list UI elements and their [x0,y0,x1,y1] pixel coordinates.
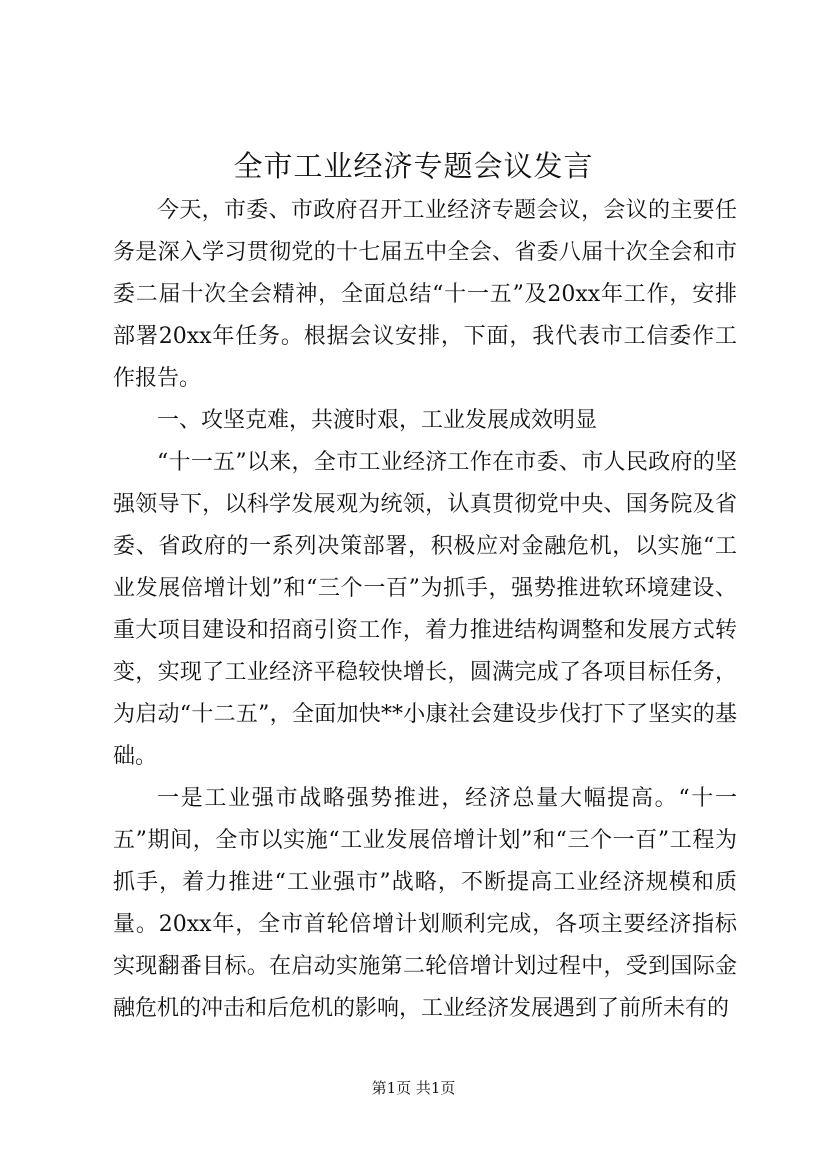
paragraph-point-one: 一是工业强市战略强势推进，经济总量大幅提高。“十一五”期间，全市以实施“工业发展倍增计划”和“三个一百”工程为抓手，着力推进“工业强市”战略，不断提高工业经济规模和质量。20xx年，全市首轮倍增计划顺利完成，各项主要经济指标实现翻番目标。在启动实施第二轮倍增计划过程中，受到国际金融危机的冲击和后危机的影响，工业经济发展遇到了前所未有的 [113,786,737,1021]
page-footer: 第1页 共1页 [371,1079,456,1097]
document-title: 全市工业经济专题会议发言 [233,149,594,183]
paragraph-intro: 今天，市委、市政府召开工业经济专题会议，会议的主要任务是深入学习贯彻党的十七届五中全会、省委八届十次全会和市委二届十次全会精神，全面总结“十一五”及20xx年工作，安排部署20xx年任务。根据会议安排，下面，我代表市工信委作工作报告。 [113,198,737,391]
paragraph-review: “十一五”以来，全市工业经济工作在市委、市人民政府的坚强领导下，以科学发展观为统领，认真贯彻党中央、国务院及省委、省政府的一系列决策部署，积极应对金融危机，以实施“工业发展倍增计划”和“三个一百”为抓手，强势推进软环境建设、重大项目建设和招商引资工作，着力推进结构调整和发展方式转变，实现了工业经济平稳较快增长，圆满完成了各项目标任务，为启动“十二五”，全面加快**小康社会建设步伐打下了坚实的基础。 [113,450,737,769]
section-heading: 一、攻坚克难，共渡时艰，工业发展成效明显 [157,408,598,433]
document-body [113,190,737,1030]
